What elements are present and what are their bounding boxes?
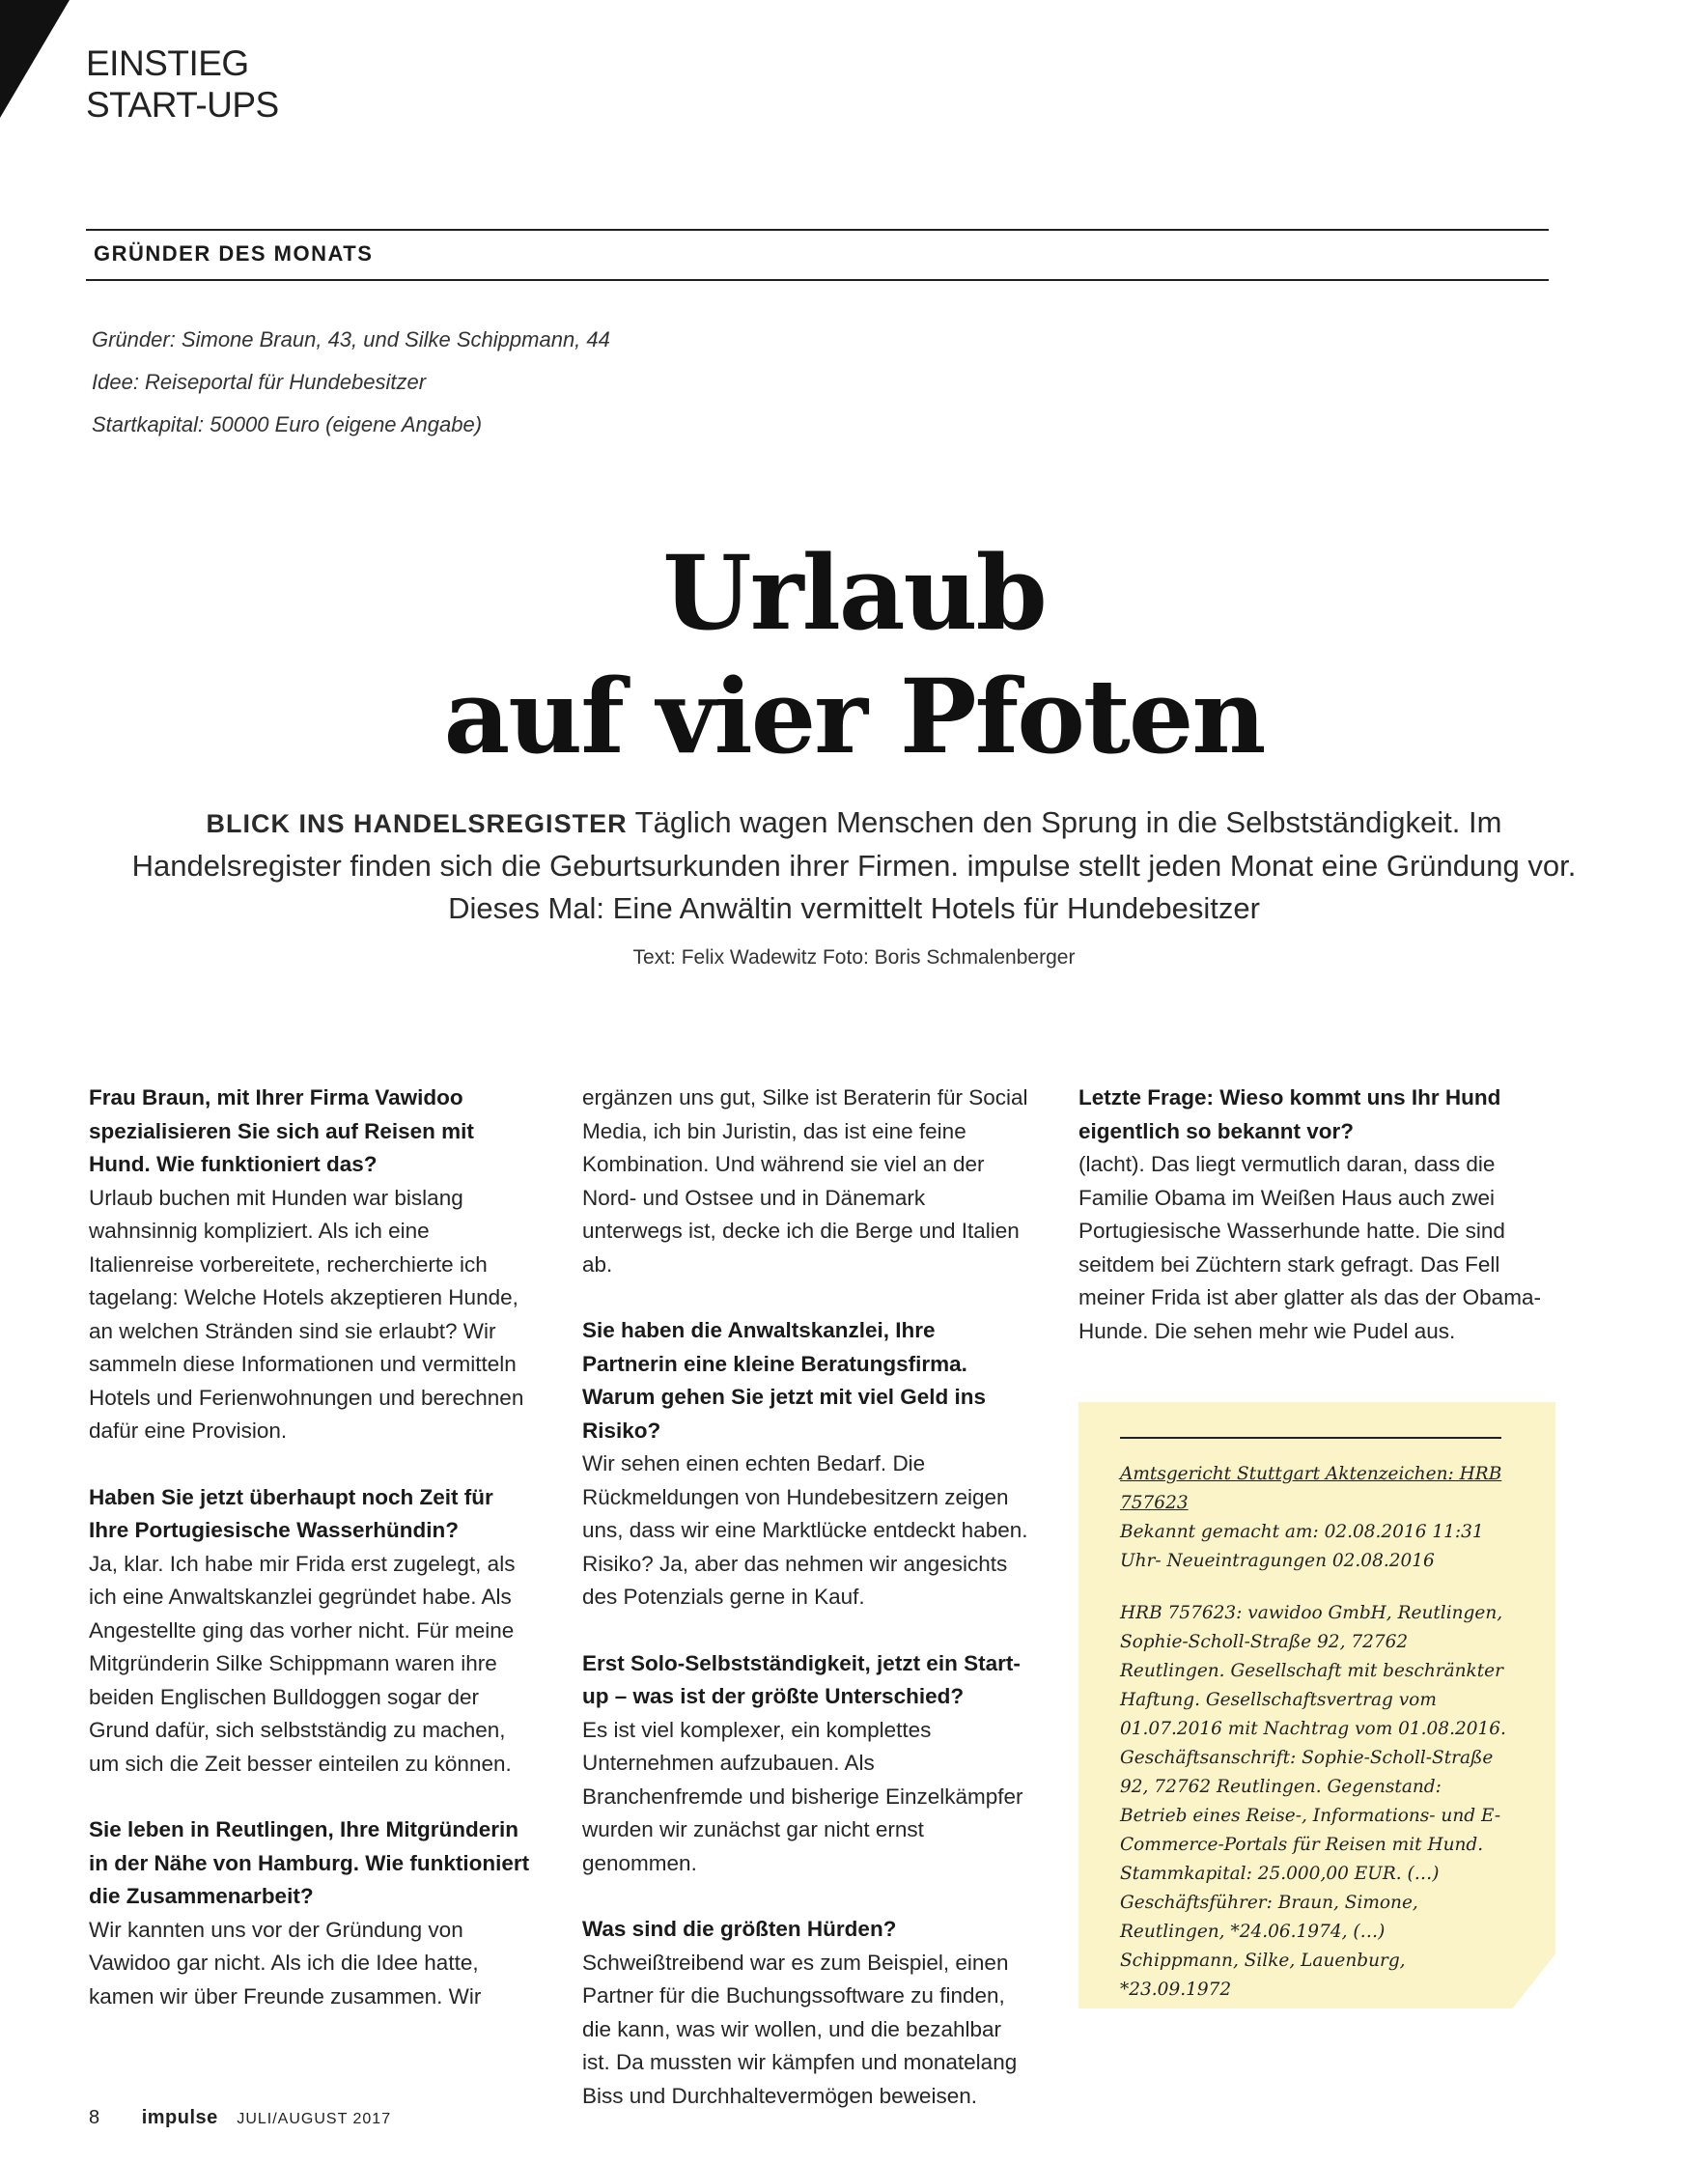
section-line-1: EINSTIEG (86, 43, 249, 83)
answer: Wir sehen einen echten Bedarf. Die Rückmeldungen von Hundebesitzern zeigen uns, dass wir eine Marktlücke entdeckt haben. Risiko? Ja, aber das nehmen wir angesichts des Potenzials gerne in Kauf. (582, 1451, 1028, 1609)
top-rule (86, 229, 1549, 231)
register-box-rule (1120, 1437, 1501, 1439)
lead-text: Täglich wagen Menschen den Sprung in die Selbstständigkeit. Im Handelsregister finden sich die Geburtsurkunden ihrer Firmen. impulse stellt jeden Monat eine Gründung vor. Dieses Mal: Eine Anwältin vermittelt Hotels für Hundebesitzer (131, 805, 1577, 925)
column-kicker: GRÜNDER DES MONATS (94, 241, 374, 266)
lead-kicker: BLICK INS HANDELSREGISTER (206, 809, 628, 838)
register-entry-text: HRB 757623: vawidoo GmbH, Reutlingen, Sophie-Scholl-Straße 92, 72762 Reutlingen. Gesellschaft mit beschränkter Haftung. Gesellschaftsvertrag vom 01.07.2016 mit Nachtrag vom 01.08.2016. Geschäftsanschrift: Sophie-Scholl-Straße 92, 72762 Reutlingen. Gegenstand: Betrieb eines Reise-, Informations- und E-Commerce-Portals für Reisen mit Hund. Stammkapital: 25.000,00 EUR. (…) Geschäftsführer: Braun, Simone, Reutlingen, *24.06.1974, (…) Schippmann, Silke, Lauenburg, *23.09.1972 (1120, 1603, 1506, 2000)
register-entry (1120, 1460, 1506, 2028)
kicker-rule (86, 279, 1549, 281)
credits: Text: Felix Wadewitz Foto: Boris Schmalenberger (632, 946, 1076, 969)
headline-line-2: auf vier Pfoten (443, 656, 1265, 776)
register-court: Amtsgericht Stuttgart Aktenzeichen: HRB 757623 (1120, 1464, 1502, 1513)
page-number: 8 (89, 2107, 100, 2128)
corner-triangle (0, 0, 70, 118)
headline (0, 531, 1708, 778)
question: Frau Braun, mit Ihrer Firma Vawidoo spezialisieren Sie sich auf Reisen mit Hund. Wie funktioniert das? (89, 1085, 474, 1176)
article-column-3 (1078, 1082, 1547, 1381)
page-footer (89, 2107, 428, 2129)
lead-paragraph (116, 801, 1592, 930)
answer: Ja, klar. Ich habe mir Frida erst zugelegt, als ich eine Anwaltskanzlei gegründet habe. Als Angestellte ging das vorher nicht. Für meine Mitgründerin Silke Schippmann waren ihre beiden Englischen Bulldoggen sogar der Grund dafür, sich selbstständig zu machen, um sich die Zeit besser einteilen zu können. (89, 1551, 516, 1776)
question: Letzte Frage: Wieso kommt uns Ihr Hund eigentlich so bekannt vor? (1078, 1085, 1501, 1143)
fact-idea: Idee: Reiseportal für Hundebesitzer (92, 370, 427, 394)
question: Was sind die größten Hürden? (582, 1917, 897, 1941)
answer: Wir kannten uns vor der Gründung von Vawidoo gar nicht. Als ich die Idee hatte, kamen wir über Freunde zusammen. Wir (89, 1917, 482, 2008)
magazine-brand: impulse (141, 2107, 218, 2128)
answer: (lacht). Das liegt vermutlich daran, dass die Familie Obama im Weißen Haus auch zwei Portugiesische Wasserhunde hatte. Die sind seitdem bei Züchtern stark gefragt. Das Fell meiner Frida ist aber glatter als das der Obama-Hunde. Die sehen mehr wie Pudel aus. (1078, 1152, 1541, 1343)
answer: ergänzen uns gut, Silke ist Beraterin für Social Media, ich bin Juristin, das ist eine feine Kombination. Und während sie viel an der Nord- und Ostsee und in Dänemark unterwegs ist, decke ich die Berge und Italien ab. (582, 1085, 1028, 1277)
headline-line-1: Urlaub (662, 532, 1046, 653)
answer: Urlaub buchen mit Hunden war bislang wahnsinnig kompliziert. Als ich eine Italienreise vorbereitete, recherchierte ich tagelang: Welche Hotels akzeptieren Hunde, an welchen Stränden sind sie erlaubt? Wir sammeln diese Informationen und vermitteln Hotels und Ferienwohnungen und berechnen dafür eine Provision. (89, 1185, 524, 1443)
question: Sie leben in Reutlingen, Ihre Mitgründerin in der Nähe von Hamburg. Wie funktioniert die Zusammenarbeit? (89, 1817, 530, 1908)
question: Sie haben die Anwaltskanzlei, Ihre Partnerin eine kleine Beratungsfirma. Warum gehen Sie jetzt mit viel Geld ins Risiko? (582, 1318, 987, 1443)
fact-list (92, 319, 610, 446)
register-published: Bekannt gemacht am: 02.08.2016 11:31 Uhr- Neueintragungen 02.08.2016 (1120, 1522, 1484, 1571)
question: Haben Sie jetzt überhaupt noch Zeit für Ihre Portugiesische Wasserhündin? (89, 1484, 493, 1542)
section-line-2: START-UPS (86, 85, 279, 125)
fact-founders: Gründer: Simone Braun, 43, und Silke Schippmann, 44 (92, 327, 610, 351)
fact-capital: Startkapital: 50000 Euro (eigene Angabe) (92, 412, 483, 436)
answer: Schweißtreibend war es zum Beispiel, einen Partner für die Buchungssoftware zu finden, die kann, was wir wollen, und die bezahlbar ist. Da mussten wir kämpfen und monatelang Biss und Durchhaltevermögen beweisen. (582, 1950, 1018, 2108)
question: Erst Solo-Selbstständigkeit, jetzt ein Start-up – was ist der größte Unterschied? (582, 1650, 1021, 1708)
article-column-1 (89, 1082, 538, 2046)
answer: Es ist viel komplexer, ein komplettes Unternehmen aufzubauen. Als Branchenfremde und bisherige Einzelkämpfer wurden wir zunächst gar nicht ernst genommen. (582, 1717, 1023, 1875)
issue-date: JULI/AUGUST 2017 (237, 2111, 392, 2127)
section-label (86, 42, 279, 126)
article-column-2 (582, 1082, 1031, 2146)
